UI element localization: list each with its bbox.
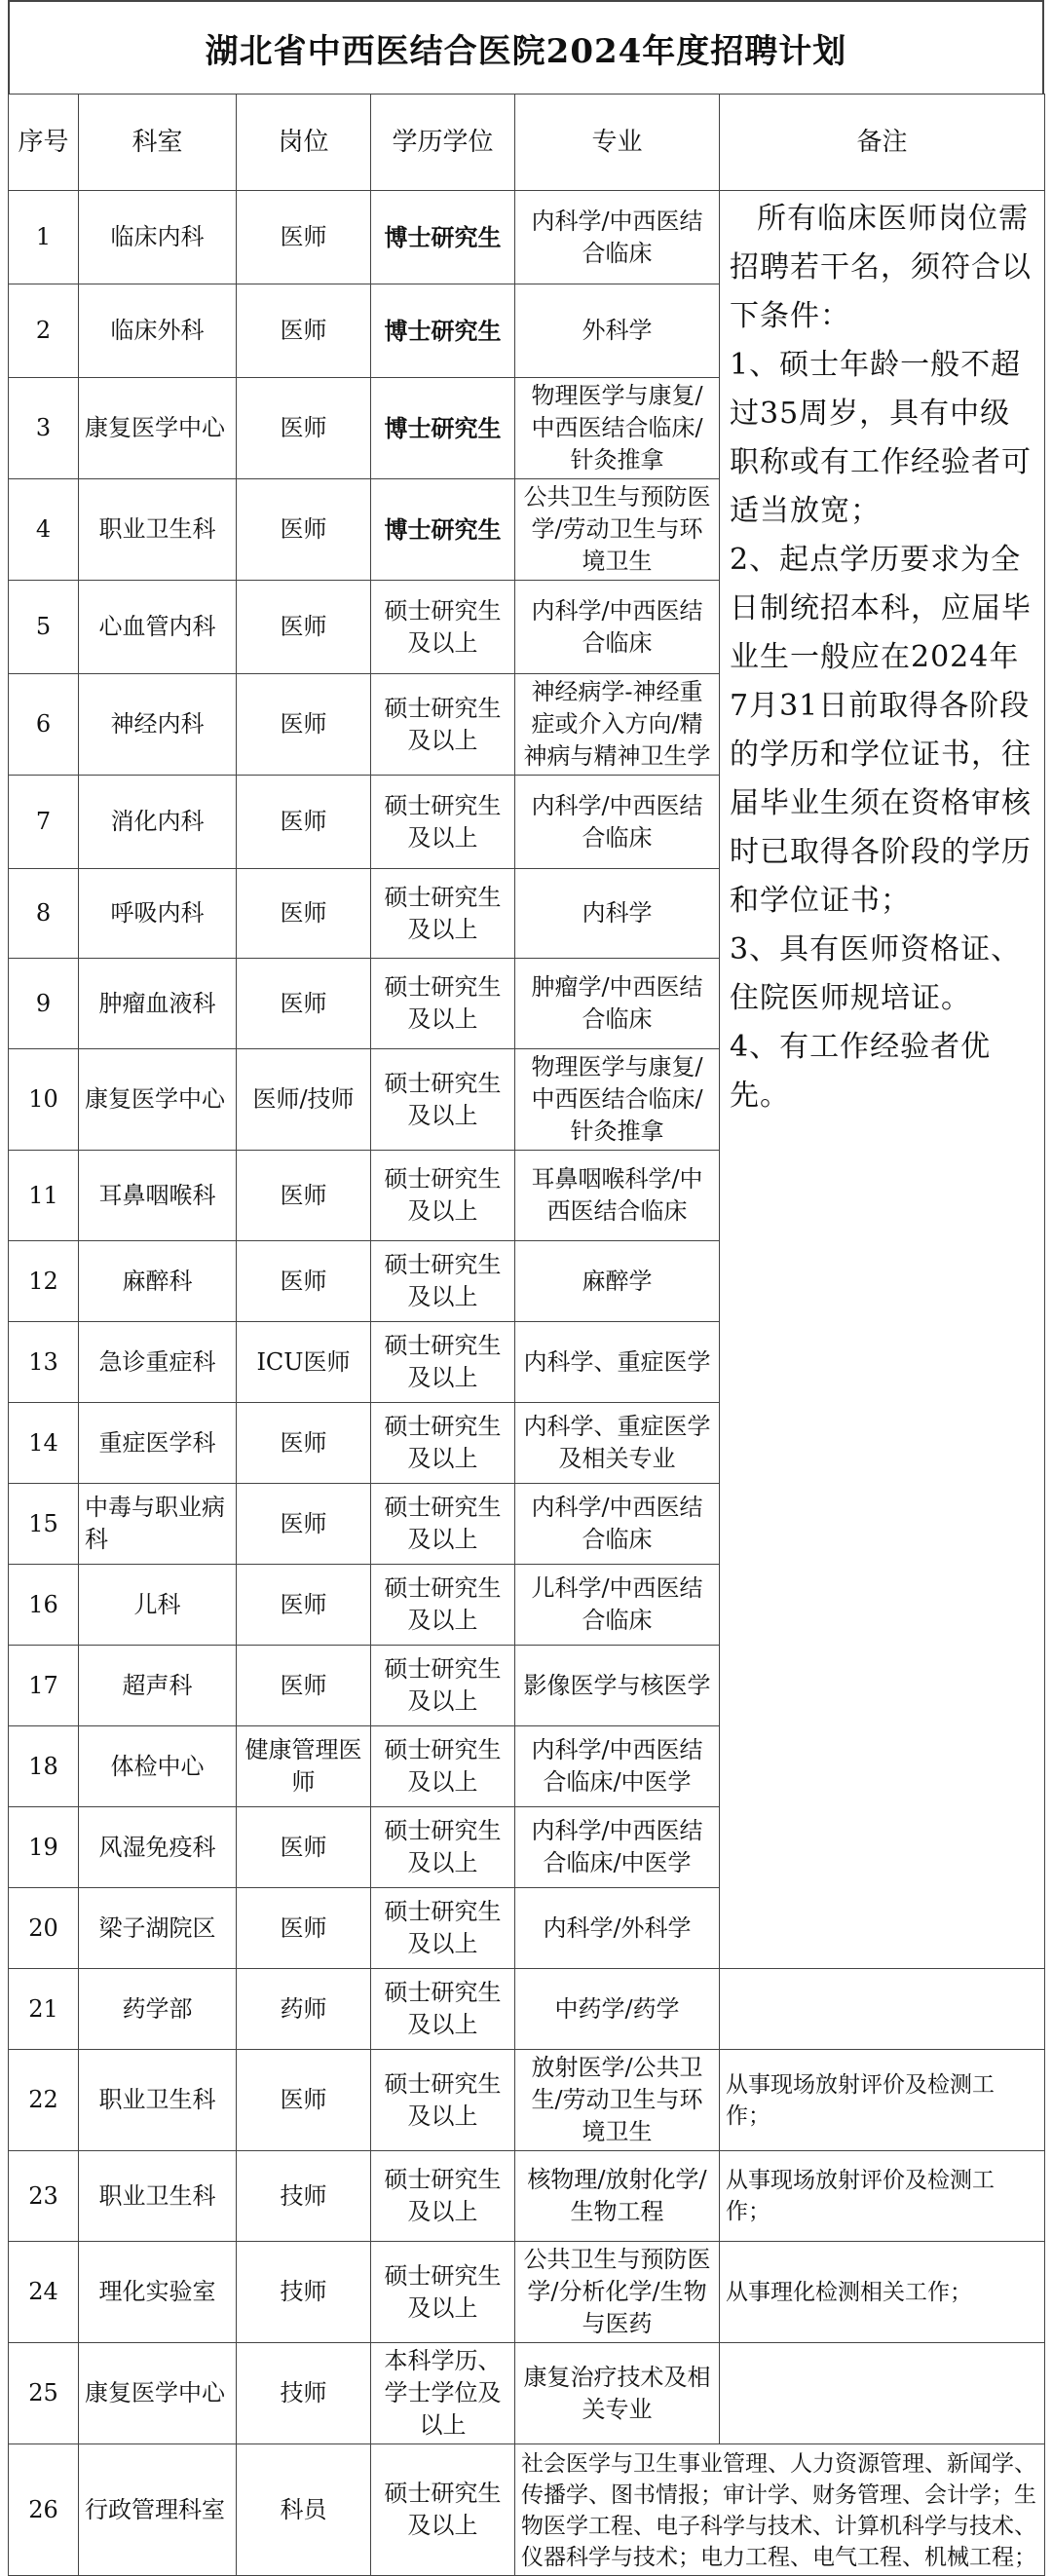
- cell-remark-text: 从事现场放射评价及检测工作；: [726, 2071, 995, 2129]
- cell-post-text: 医师: [280, 613, 327, 640]
- cell-post: [237, 1484, 371, 1565]
- cell-major: [515, 191, 720, 284]
- header-dept: 科室: [79, 95, 237, 191]
- cell-post-text: 医师: [280, 1590, 327, 1618]
- cell-no: [9, 1888, 79, 1969]
- cell-dept-text: 心血管内科: [98, 613, 216, 640]
- cell-major-text: 内科学/中西医结合临床: [531, 207, 703, 267]
- cell-dept: [79, 869, 237, 959]
- cell-edu: [371, 581, 515, 674]
- cell-edu-text: 硕士研究生及以上: [384, 1817, 502, 1876]
- cell-edu-text: 博士研究生: [384, 223, 502, 251]
- cell-dept: [79, 1726, 237, 1807]
- cell-major-text: 肿瘤学/中西医结合临床: [531, 973, 703, 1033]
- table-row: [9, 2242, 1045, 2343]
- cell-edu-text: 硕士研究生及以上: [384, 1979, 502, 2038]
- cell-dept: [79, 1151, 237, 1241]
- cell-post: [237, 378, 371, 479]
- cell-dept-text: 消化内科: [110, 808, 205, 835]
- cell-no: [9, 869, 79, 959]
- cell-no-text: 23: [28, 2181, 58, 2210]
- cell-no-text: 3: [35, 414, 52, 441]
- cell-post: [237, 1322, 371, 1403]
- cell-edu: [371, 1322, 515, 1403]
- cell-major: [515, 1565, 720, 1646]
- cell-major-text: 内科学、重症医学及相关专业: [523, 1413, 711, 1472]
- cell-edu: [371, 1151, 515, 1241]
- cell-no-text: 13: [28, 1347, 58, 1376]
- cell-no-text: 17: [28, 1671, 58, 1699]
- cell-major: [515, 1403, 720, 1484]
- cell-major-text: 外科学: [582, 317, 653, 344]
- header-no: 序号: [9, 95, 79, 191]
- cell-edu: [371, 2242, 515, 2343]
- cell-post-text: 技师: [280, 2278, 327, 2305]
- cell-edu-text: 本科学历、学士学位及以上: [384, 2347, 502, 2439]
- cell-major-text: 物理医学与康复/中西医结合临床/针灸推拿: [531, 1053, 703, 1145]
- header-post: 岗位: [237, 95, 371, 191]
- cell-major: [515, 1151, 720, 1241]
- cell-edu-text: 硕士研究生及以上: [384, 596, 502, 657]
- cell-no: [9, 1151, 79, 1241]
- cell-major: [515, 1322, 720, 1403]
- cell-dept: [79, 2151, 237, 2242]
- cell-major-text: 社会医学与卫生事业管理、人力资源管理、新闻学、传播学、图书情报；审计学、财务管理、会计学；生物医学工程、电子科学与技术、计算机科学与技术、仪器科学与技术；电力工程、电气工程、机械工程；: [521, 2451, 1036, 2570]
- cell-edu: [371, 1888, 515, 1969]
- cell-edu-text: 硕士研究生及以上: [384, 791, 502, 852]
- cell-no-text: 8: [35, 899, 52, 927]
- cell-major: [515, 776, 720, 869]
- cell-major: [515, 2050, 720, 2151]
- cell-remark: [720, 1969, 1045, 2050]
- cell-post: [237, 284, 371, 378]
- cell-no: [9, 191, 79, 284]
- cell-remark: [720, 2151, 1045, 2242]
- cell-post-text: 技师: [280, 2379, 327, 2406]
- cell-edu-text: 硕士研究生及以上: [384, 1494, 502, 1553]
- cell-edu: [371, 1565, 515, 1646]
- cell-no-text: 19: [28, 1833, 58, 1861]
- cell-no-text: 5: [35, 613, 52, 640]
- cell-dept: [79, 674, 237, 776]
- page-title: 湖北省中西医结合医院2024年度招聘计划: [8, 0, 1044, 94]
- cell-post: [237, 2242, 371, 2343]
- cell-edu-text: 硕士研究生及以上: [384, 1165, 502, 1225]
- cell-post-text: 医师: [280, 1509, 327, 1537]
- cell-edu: [371, 776, 515, 869]
- cell-dept-text: 康复医学中心: [85, 2379, 225, 2406]
- cell-major-text: 中药学/药学: [554, 1994, 680, 2023]
- cell-dept: [79, 776, 237, 869]
- cell-dept: [79, 959, 237, 1049]
- cell-post: [237, 1888, 371, 1969]
- cell-no-text: 4: [35, 515, 52, 543]
- cell-edu-text: 硕士研究生及以上: [384, 883, 502, 943]
- cell-dept: [79, 2343, 237, 2444]
- cell-post: [237, 2050, 371, 2151]
- cell-major: [515, 1484, 720, 1565]
- cell-edu: [371, 284, 515, 378]
- page: [8, 0, 1044, 2570]
- cell-edu: [371, 1646, 515, 1726]
- cell-major: [515, 581, 720, 674]
- cell-major: [515, 959, 720, 1049]
- cell-edu: [371, 2343, 515, 2444]
- cell-dept: [79, 1565, 237, 1646]
- cell-post: [237, 1646, 371, 1726]
- cell-dept: [79, 581, 237, 674]
- cell-edu: [371, 2151, 515, 2242]
- cell-post: [237, 1565, 371, 1646]
- cell-dept-text: 急诊重症科: [98, 1347, 216, 1376]
- cell-post: [237, 581, 371, 674]
- cell-dept-text: 呼吸内科: [110, 899, 205, 927]
- cell-post: [237, 959, 371, 1049]
- cell-no-text: 11: [28, 1181, 58, 1209]
- cell-major: [515, 2444, 1045, 2576]
- cell-no: [9, 1049, 79, 1151]
- cell-no: [9, 1241, 79, 1322]
- header-major: 专业: [515, 95, 720, 191]
- cell-edu-text: 硕士研究生及以上: [384, 694, 502, 754]
- cell-dept: [79, 1888, 237, 1969]
- cell-dept-text: 康复医学中心: [85, 414, 225, 441]
- note-item: 4、有工作经验者优先。: [730, 1030, 992, 1113]
- cell-edu: [371, 1241, 515, 1322]
- note-item: 1、硕士年龄一般不超过35周岁，具有中级职称或有工作经验者可适当放宽；: [730, 348, 1032, 528]
- cell-no: [9, 2151, 79, 2242]
- cell-no-text: 1: [35, 223, 52, 250]
- cell-major: [515, 2343, 720, 2444]
- cell-major: [515, 1726, 720, 1807]
- cell-no: [9, 959, 79, 1049]
- cell-edu-text: 硕士研究生及以上: [384, 1655, 502, 1715]
- cell-post-text: ICU医师: [256, 1347, 351, 1376]
- cell-no-text: 12: [28, 1267, 58, 1295]
- cell-dept: [79, 284, 237, 378]
- cell-edu: [371, 674, 515, 776]
- cell-major-text: 麻醉学: [582, 1267, 653, 1295]
- cell-no: [9, 1726, 79, 1807]
- cell-major-text: 内科学/中西医结合临床/中医学: [531, 1817, 703, 1876]
- cell-major: [515, 2242, 720, 2343]
- cell-major: [515, 284, 720, 378]
- cell-major-text: 影像医学与核医学: [523, 1671, 711, 1699]
- cell-edu-text: 硕士研究生及以上: [384, 1898, 502, 1957]
- cell-major-text: 公共卫生与预防医学/分析化学/生物与医药: [523, 2246, 711, 2337]
- cell-post-text: 医师: [280, 1181, 327, 1209]
- cell-dept-text: 临床外科: [110, 317, 205, 344]
- cell-dept: [79, 2242, 237, 2343]
- cell-dept-text: 中毒与职业病科: [85, 1494, 225, 1553]
- cell-dept-text: 肿瘤血液科: [98, 989, 216, 1017]
- cell-no-text: 24: [28, 2278, 58, 2305]
- cell-post-text: 医师: [280, 1671, 327, 1699]
- cell-no: [9, 284, 79, 378]
- cell-post: [237, 2343, 371, 2444]
- table-body: [9, 191, 1045, 2576]
- cell-major-text: 内科学/中西医结合临床: [531, 791, 703, 852]
- note-item: 所有临床医师岗位需招聘若干名，须符合以下条件：: [730, 202, 1032, 333]
- cell-dept-text: 职业卫生科: [98, 515, 216, 543]
- cell-no-text: 14: [28, 1428, 58, 1457]
- cell-remark-text: 从事理化检测相关工作；: [726, 2279, 972, 2305]
- cell-post: [237, 674, 371, 776]
- cell-dept-text: 梁子湖院区: [98, 1913, 216, 1942]
- cell-post-text: 健康管理医师: [244, 1736, 362, 1796]
- cell-no: [9, 1322, 79, 1403]
- cell-edu: [371, 1807, 515, 1888]
- cell-post-text: 医师: [280, 515, 327, 543]
- cell-edu: [371, 1726, 515, 1807]
- cell-post: [237, 191, 371, 284]
- cell-major: [515, 1888, 720, 1969]
- cell-remark: [720, 2050, 1045, 2151]
- cell-edu: [371, 378, 515, 479]
- cell-major-text: 康复治疗技术及相关专业: [523, 2363, 711, 2423]
- cell-dept-text: 麻醉科: [122, 1267, 193, 1295]
- cell-post-text: 医师: [280, 899, 327, 927]
- cell-no: [9, 1969, 79, 2050]
- cell-dept: [79, 479, 237, 581]
- cell-dept: [79, 1403, 237, 1484]
- cell-major-text: 内科学/中西医结合临床: [531, 596, 703, 657]
- cell-edu: [371, 1484, 515, 1565]
- cell-no: [9, 1646, 79, 1726]
- cell-edu-text: 博士研究生: [384, 317, 502, 345]
- cell-post-text: 医师/技师: [252, 1085, 355, 1113]
- cell-major: [515, 479, 720, 581]
- cell-no: [9, 1484, 79, 1565]
- cell-no-text: 21: [28, 1994, 58, 2023]
- cell-no-text: 2: [35, 317, 52, 344]
- cell-post-text: 医师: [280, 414, 327, 441]
- cell-dept-text: 神经内科: [110, 710, 205, 738]
- cell-post: [237, 1049, 371, 1151]
- cell-no: [9, 581, 79, 674]
- cell-post: [237, 2151, 371, 2242]
- cell-edu-text: 硕士研究生及以上: [384, 1069, 502, 1129]
- cell-post: [237, 1241, 371, 1322]
- cell-major-text: 内科学/中西医结合临床: [531, 1494, 703, 1553]
- cell-post: [237, 1151, 371, 1241]
- cell-major: [515, 2151, 720, 2242]
- cell-edu: [371, 191, 515, 284]
- cell-major-text: 公共卫生与预防医学/劳动卫生与环境卫生: [523, 483, 711, 575]
- cell-post-text: 医师: [280, 1833, 327, 1861]
- cell-major-text: 物理医学与康复/中西医结合临床/针灸推拿: [531, 382, 703, 474]
- cell-no-text: 9: [35, 989, 52, 1017]
- cell-dept-text: 超声科: [122, 1671, 193, 1699]
- cell-dept-text: 职业卫生科: [98, 2086, 216, 2113]
- cell-edu: [371, 479, 515, 581]
- cell-major-text: 内科学/中西医结合临床/中医学: [531, 1736, 703, 1796]
- cell-edu-text: 硕士研究生及以上: [384, 973, 502, 1033]
- cell-major: [515, 674, 720, 776]
- table-row: [9, 2151, 1045, 2242]
- cell-major: [515, 378, 720, 479]
- cell-no: [9, 1403, 79, 1484]
- cell-edu-text: 硕士研究生及以上: [384, 2261, 502, 2322]
- cell-edu-text: 博士研究生: [384, 515, 502, 544]
- cell-major-text: 内科学、重症医学: [523, 1347, 711, 1376]
- cell-major-text: 内科学/外科学: [543, 1913, 692, 1942]
- header-edu: 学历学位: [371, 95, 515, 191]
- cell-post: [237, 1403, 371, 1484]
- cell-post-text: 药师: [280, 1994, 327, 2023]
- cell-major: [515, 1646, 720, 1726]
- cell-no: [9, 378, 79, 479]
- cell-no: [9, 479, 79, 581]
- cell-edu: [371, 1403, 515, 1484]
- cell-edu-text: 硕士研究生及以上: [384, 1251, 502, 1310]
- cell-no-text: 26: [28, 2495, 58, 2523]
- cell-dept: [79, 1646, 237, 1726]
- cell-post-text: 技师: [280, 2181, 327, 2210]
- cell-dept: [79, 1484, 237, 1565]
- cell-dept: [79, 1241, 237, 1322]
- cell-edu-text: 硕士研究生及以上: [384, 2166, 502, 2225]
- cell-major: [515, 1969, 720, 2050]
- cell-no-text: 16: [28, 1590, 58, 1618]
- cell-edu: [371, 1049, 515, 1151]
- cell-no: [9, 2343, 79, 2444]
- table-row: [9, 2050, 1045, 2151]
- cell-post-text: 医师: [280, 317, 327, 344]
- cell-edu: [371, 2050, 515, 2151]
- cell-post-text: 医师: [280, 1267, 327, 1295]
- cell-major: [515, 1807, 720, 1888]
- cell-post: [237, 2444, 371, 2576]
- note-item: 3、具有医师资格证、住院医师规培证。: [730, 932, 1022, 1015]
- cell-remark: [720, 2343, 1045, 2444]
- cell-dept: [79, 378, 237, 479]
- table-row: [9, 191, 1045, 284]
- cell-post: [237, 1726, 371, 1807]
- cell-remark-text: 从事现场放射评价及检测工作；: [726, 2168, 995, 2224]
- cell-dept-text: 药学部: [122, 1994, 193, 2023]
- cell-dept-text: 理化实验室: [98, 2278, 216, 2305]
- cell-post-text: 医师: [280, 808, 327, 835]
- cell-major: [515, 1049, 720, 1151]
- cell-no-text: 7: [35, 808, 52, 835]
- cell-edu-text: 博士研究生: [384, 414, 502, 442]
- cell-post: [237, 776, 371, 869]
- header-remark: 备注: [720, 95, 1045, 191]
- cell-dept: [79, 1049, 237, 1151]
- cell-major-text: 儿科学/中西医结合临床: [531, 1574, 703, 1634]
- cell-dept-text: 体检中心: [110, 1752, 205, 1780]
- cell-major: [515, 1241, 720, 1322]
- cell-edu: [371, 869, 515, 959]
- cell-no: [9, 1565, 79, 1646]
- cell-dept-text: 儿科: [133, 1590, 181, 1618]
- cell-dept: [79, 2444, 237, 2576]
- cell-dept-text: 耳鼻咽喉科: [98, 1181, 216, 1209]
- note-item: 2、起点学历要求为全日制统招本科，应届毕业生一般应在2024年7月31日前取得各阶段的学历和学位证书，往届毕业生须在资格审核时已取得各阶段的学历和学位证书；: [730, 543, 1032, 918]
- cell-dept: [79, 191, 237, 284]
- cell-remark: [720, 2242, 1045, 2343]
- cell-no-text: 6: [35, 710, 52, 738]
- cell-dept-text: 风湿免疫科: [98, 1833, 216, 1861]
- table-row: [9, 2343, 1045, 2444]
- cell-no-text: 25: [28, 2379, 58, 2406]
- cell-edu: [371, 959, 515, 1049]
- cell-dept-text: 康复医学中心: [85, 1085, 225, 1113]
- cell-major-text: 内科学: [582, 899, 653, 927]
- cell-post: [237, 1969, 371, 2050]
- table-row: [9, 2444, 1045, 2576]
- cell-dept-text: 临床内科: [110, 223, 205, 250]
- cell-edu: [371, 1969, 515, 2050]
- cell-no: [9, 776, 79, 869]
- cell-dept: [79, 1807, 237, 1888]
- cell-no: [9, 2444, 79, 2576]
- recruitment-table: [8, 94, 1045, 2576]
- cell-edu-text: 硕士研究生及以上: [384, 2480, 502, 2539]
- cell-dept-text: 重症医学科: [98, 1428, 216, 1457]
- cell-no-text: 22: [28, 2086, 58, 2113]
- cell-major: [515, 869, 720, 959]
- cell-edu-text: 硕士研究生及以上: [384, 1413, 502, 1472]
- table-header-row: [9, 95, 1045, 191]
- cell-post-text: 医师: [280, 710, 327, 738]
- cell-no-text: 20: [28, 1913, 58, 1942]
- cell-post-text: 医师: [280, 989, 327, 1017]
- cell-major-text: 放射医学/公共卫生/劳动卫生与环境卫生: [531, 2054, 703, 2145]
- cell-edu-text: 硕士研究生及以上: [384, 1736, 502, 1796]
- notes-cell: [720, 191, 1045, 1969]
- cell-no-text: 10: [28, 1085, 58, 1113]
- cell-no-text: 15: [28, 1509, 58, 1537]
- cell-dept: [79, 1969, 237, 2050]
- cell-dept-text: 职业卫生科: [98, 2181, 216, 2210]
- cell-post: [237, 1807, 371, 1888]
- cell-dept: [79, 1322, 237, 1403]
- cell-post-text: 科员: [280, 2495, 327, 2523]
- cell-post: [237, 479, 371, 581]
- cell-post-text: 医师: [280, 223, 327, 250]
- cell-major-text: 耳鼻咽喉科学/中西医结合临床: [531, 1165, 703, 1225]
- cell-edu: [371, 2444, 515, 2576]
- cell-no: [9, 1807, 79, 1888]
- cell-no: [9, 2242, 79, 2343]
- cell-dept-text: 行政管理科室: [85, 2495, 225, 2523]
- cell-major-text: 核物理/放射化学/生物工程: [527, 2166, 707, 2225]
- cell-no: [9, 674, 79, 776]
- cell-major-text: 神经病学-神经重症或介入方向/精神病与精神卫生学: [523, 678, 711, 770]
- cell-edu-text: 硕士研究生及以上: [384, 2069, 502, 2130]
- cell-no-text: 18: [28, 1752, 58, 1780]
- cell-post-text: 医师: [280, 1913, 327, 1942]
- cell-edu-text: 硕士研究生及以上: [384, 1332, 502, 1391]
- cell-dept: [79, 2050, 237, 2151]
- cell-post: [237, 869, 371, 959]
- cell-edu-text: 硕士研究生及以上: [384, 1574, 502, 1634]
- cell-no: [9, 2050, 79, 2151]
- table-row: [9, 1969, 1045, 2050]
- cell-post-text: 医师: [280, 2086, 327, 2113]
- cell-post-text: 医师: [280, 1428, 327, 1457]
